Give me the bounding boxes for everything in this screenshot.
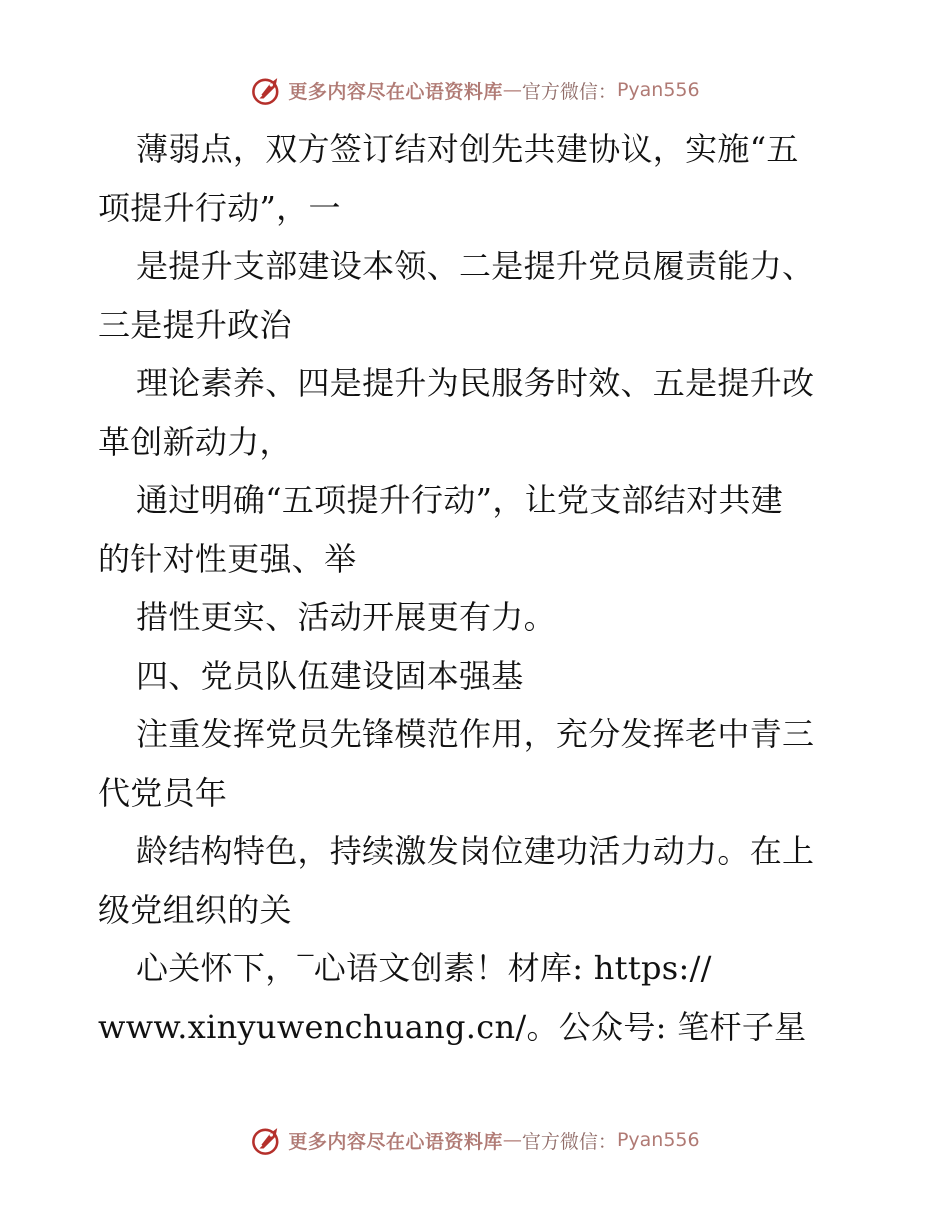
body-line: 心关怀下，‾心语文创素！材库: https:// — [136, 949, 712, 987]
footer-watermark-banner — [0, 1120, 950, 1160]
header-watermark-banner — [0, 70, 950, 110]
body-line: 革创新动力， — [98, 422, 292, 461]
section-heading: 四、党员队伍建设固本强基 — [136, 656, 524, 695]
body-line: 项提升行动”，一 — [98, 188, 341, 227]
body-line: 代党员年 — [98, 773, 228, 812]
document-body — [98, 120, 858, 1056]
banner-wechat-id: Pyan556 — [616, 79, 700, 101]
body-line: 龄结构特色，持续激发岗位建功活力动力。在上 — [136, 832, 815, 870]
banner-brand-text: 更多内容尽在心语资料库 — [288, 80, 503, 103]
banner-wechat-id: Pyan556 — [616, 1129, 700, 1151]
body-line: 理论素养、四是提升为民服务时效、五是提升改 — [136, 364, 815, 402]
body-line: 措性更实、活动开展更有力。 — [136, 598, 556, 636]
body-line: 级党组织的关 — [98, 890, 292, 929]
body-line: 三是提升政治 — [98, 305, 292, 344]
body-line: 通过明确“五项提升行动”，让党支部结对共建 — [136, 481, 784, 519]
body-line: 薄弱点，双方签订结对创先共建协议，实施“五 — [136, 130, 799, 168]
body-line: 的针对性更强、举 — [98, 539, 357, 578]
body-line: 是提升支部建设本领、二是提升党员履责能力、 — [136, 247, 815, 285]
body-line: 注重发挥党员先锋模范作用，充分发挥老中青三 — [136, 715, 815, 753]
banner-wechat-label: 官方微信： — [521, 80, 617, 103]
pen-nib-logo-icon — [250, 1123, 284, 1157]
body-line: www.xinyuwenchuang.cn/。公众号: 笔杆子星 — [98, 1007, 807, 1046]
banner-dash: — — [502, 79, 522, 101]
banner-brand-text: 更多内容尽在心语资料库 — [288, 1130, 503, 1153]
banner-wechat-label: 官方微信： — [521, 1130, 617, 1153]
banner-dash: — — [502, 1129, 522, 1151]
pen-nib-logo-icon — [250, 73, 284, 107]
